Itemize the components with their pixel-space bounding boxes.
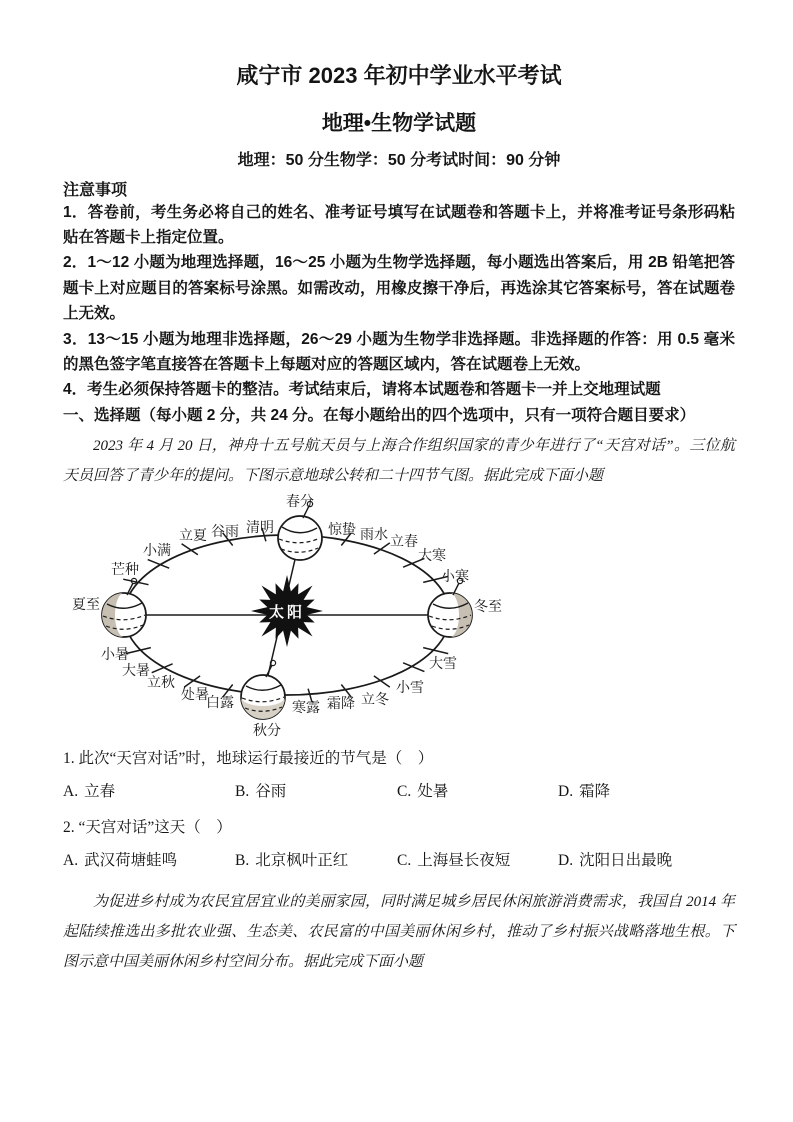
option-label: B.	[235, 783, 250, 801]
solar-term-label: 惊蛰	[328, 523, 356, 539]
notice-item-4: 4．考生必须保持答题卡的整洁。考试结束后，请将本试题卷和答题卡一并上交地理试题	[63, 381, 661, 399]
question-number: 2.	[63, 819, 75, 837]
option-2c	[397, 849, 558, 873]
option-1c	[397, 780, 558, 804]
solar-term-label: 大暑	[122, 664, 150, 680]
solar-term-label: 夏至	[72, 598, 100, 614]
solar-term-label: 小暑	[101, 648, 129, 664]
option-1a	[63, 780, 235, 804]
option-text: 处暑	[417, 783, 449, 801]
option-text: 霜降	[579, 783, 611, 801]
question-2-options	[63, 849, 735, 873]
solar-term-label: 白露	[206, 696, 234, 712]
earth-globe-winter	[428, 579, 472, 638]
option-2d	[558, 849, 735, 873]
option-text: 沈阳日出最晚	[579, 852, 673, 870]
solar-term-label: 立春	[390, 535, 418, 551]
option-text: 立春	[84, 783, 116, 801]
option-label: C.	[397, 852, 412, 870]
option-2a	[63, 849, 235, 873]
notice-item-2: 2．1～12 小题为地理选择题，16～25 小题为生物学选择题，每小题选出答案后，用 2B 铅笔把答题卡上对应题目的答案标号涂黑。如需改动，用橡皮擦干净后，再选涂其它答案标号，答在试题卷上无效。	[63, 254, 735, 323]
solar-term-label: 处暑	[181, 688, 209, 704]
orbit-svg	[0, 493, 793, 739]
solar-term-label: 小雪	[396, 681, 424, 697]
solar-term-label: 春分	[286, 495, 314, 511]
solar-term-label: 冬至	[474, 600, 502, 616]
option-text: 谷雨	[255, 783, 287, 801]
solar-term-label: 谷雨	[211, 525, 239, 541]
page-title: 咸宁市 2023 年初中学业水平考试	[236, 63, 562, 88]
option-2b	[235, 849, 397, 873]
option-label: B.	[235, 852, 250, 870]
question-2-stem: 2. “天宫对话”这天（ ）	[63, 819, 232, 837]
option-1d	[558, 780, 735, 804]
solar-term-label: 立夏	[179, 529, 207, 545]
option-text: 武汉荷塘蛙鸣	[84, 852, 178, 870]
orbit-diagram	[0, 493, 730, 739]
option-label: C.	[397, 783, 412, 801]
question-number: 1.	[63, 750, 75, 768]
solar-term-label: 大寒	[418, 549, 446, 565]
sun-label: 太阳	[268, 605, 306, 622]
solar-term-label: 霜降	[327, 697, 355, 713]
option-label: A.	[63, 783, 79, 801]
solar-term-label: 小满	[143, 544, 171, 560]
earth-globe-autumn	[241, 661, 285, 720]
passage-rural-villages: 为促进乡村成为农民宜居宜业的美丽家园，同时满足城乡居民休闲旅游消费需求，我国自 2014 年起陆续推选出多批农业强、生态美、农民富的中国美丽休闲乡村，推动了乡村振兴战略落地生根。下图示意中国美丽休闲乡村空间分布。据此完成下面小题	[63, 894, 735, 971]
solar-term-label: 芒种	[111, 563, 139, 579]
solar-term-label: 大雪	[429, 657, 457, 673]
passage-tiangong: 2023 年 4 月 20 日，神舟十五号航天员与上海合作组织国家的青少年进行了“天宫对话”。三位航天员回答了青少年的提问。下图示意地球公转和二十四节气图。据此完成下面小题	[63, 438, 735, 485]
page-subtitle: 地理•生物学试题	[321, 111, 477, 135]
notice-heading: 注意事项	[63, 181, 128, 199]
option-text: 上海昼长夜短	[417, 852, 511, 870]
solar-term-label: 寒露	[292, 701, 320, 717]
solar-term-label: 雨水	[360, 528, 388, 544]
option-1b	[235, 780, 397, 804]
notice-item-3: 3．13～15 小题为地理非选择题，26～29 小题为生物学非选择题。非选择题的作答：用 0.5 毫米的黑色签字笔直接答在答题卡上每题对应的答题区域内，答在试题卷上无效。	[63, 330, 735, 373]
solar-term-label: 清明	[246, 521, 274, 537]
solar-term-label: 立冬	[361, 693, 389, 709]
exam-meta: 地理：50 分生物学：50 分考试时间：90 分钟	[237, 151, 561, 169]
option-label: A.	[63, 852, 79, 870]
earth-globe-summer	[102, 579, 146, 638]
option-label: D.	[558, 852, 574, 870]
option-text: 北京枫叶正红	[255, 852, 349, 870]
question-1-stem: 1. 此次“天宫对话”时，地球运行最接近的节气是（ ）	[63, 750, 434, 768]
section-heading: 一、选择题（每小题 2 分，共 24 分。在每小题给出的四个选项中，只有一项符合题目要求）	[63, 406, 696, 424]
question-1-options	[63, 780, 735, 804]
solar-term-label: 立秋	[147, 676, 175, 692]
solar-term-label: 秋分	[253, 724, 281, 740]
option-label: D.	[558, 783, 574, 801]
notice-item-1: 1．答卷前，考生务必将自己的姓名、准考证号填写在试题卷和答题卡上，并将准考证号条形码粘贴在答题卡上指定位置。	[63, 203, 735, 246]
solar-term-label: 小寒	[441, 570, 469, 586]
